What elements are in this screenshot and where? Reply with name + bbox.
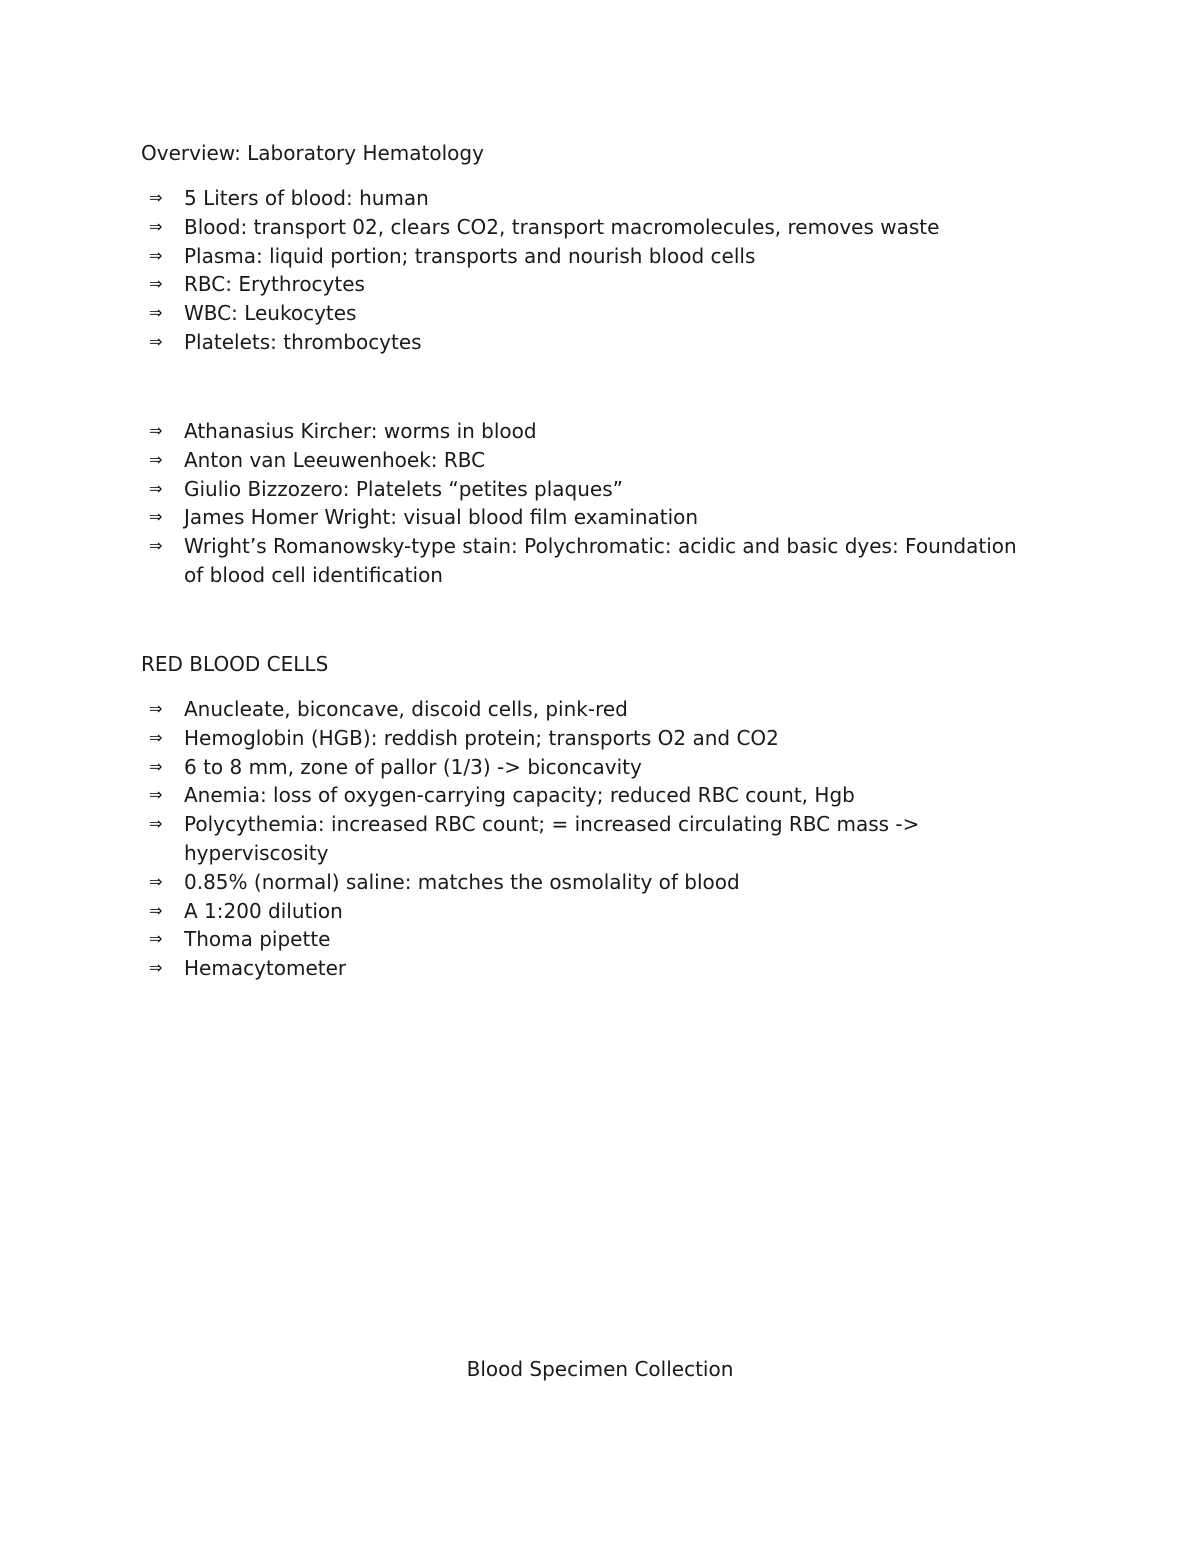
- double-arrow-icon: ⇒: [149, 188, 163, 207]
- double-arrow-icon: ⇒: [149, 449, 163, 469]
- list-item: [141, 532, 1041, 590]
- list-item: [141, 184, 1041, 213]
- double-arrow-icon: ⇒: [149, 478, 163, 498]
- list-item: [141, 868, 1041, 897]
- red-blood-cells-list: [141, 695, 1041, 983]
- list-item-text: WBC: Leukocytes: [184, 301, 357, 326]
- list-item-text: Giulio Bizzozero: Platelets “petites plaques”: [184, 476, 624, 501]
- list-item-text: Wright’s Romanowsky-type stain: Polychromatic: acidic and basic dyes: Foundation of blood cell identification: [184, 534, 1017, 587]
- list-item-text: Blood: transport 02, clears CO2, transport macromolecules, removes waste: [184, 214, 940, 239]
- list-item-text: Plasma: liquid portion; transports and nourish blood cells: [184, 243, 756, 268]
- list-item-text: Polycythemia: increased RBC count; = increased circulating RBC mass -> hyperviscosity: [184, 812, 920, 865]
- list-item-text: James Homer Wright: visual blood film examination: [184, 505, 699, 530]
- double-arrow-icon: ⇒: [149, 536, 163, 556]
- list-item: [141, 475, 1041, 504]
- list-item-text: 0.85% (normal) saline: matches the osmolality of blood: [184, 869, 740, 894]
- list-item-text: A 1:200 dilution: [184, 898, 343, 923]
- history-list: [141, 417, 1041, 590]
- overview-list: [141, 184, 1041, 357]
- double-arrow-icon: ⇒: [149, 274, 163, 294]
- double-arrow-icon: ⇒: [149, 727, 163, 747]
- double-arrow-icon: ⇒: [149, 245, 163, 265]
- double-arrow-icon: ⇒: [149, 929, 163, 949]
- list-item-text: Athanasius Kircher: worms in blood: [184, 419, 537, 443]
- list-item-text: Anucleate, biconcave, discoid cells, pink-red: [184, 697, 628, 721]
- double-arrow-icon: ⇒: [149, 958, 163, 978]
- list-item: [141, 925, 1041, 954]
- list-item: [141, 781, 1041, 810]
- double-arrow-icon: ⇒: [149, 900, 163, 920]
- list-item: [141, 753, 1041, 782]
- double-arrow-icon: ⇒: [149, 216, 163, 236]
- double-arrow-icon: ⇒: [149, 331, 163, 351]
- list-item: [141, 242, 1041, 271]
- list-item-text: 6 to 8 mm, zone of pallor (1/3) -> biconcavity: [184, 754, 642, 779]
- list-item: [141, 724, 1041, 753]
- double-arrow-icon: ⇒: [149, 785, 163, 805]
- double-arrow-icon: ⇒: [149, 756, 163, 776]
- list-item-text: Thoma pipette: [184, 927, 331, 952]
- double-arrow-icon: ⇒: [149, 507, 163, 527]
- list-item: [141, 299, 1041, 328]
- overview-heading: Overview: Laboratory Hematology: [141, 141, 484, 165]
- double-arrow-icon: ⇒: [149, 699, 163, 718]
- list-item: [141, 270, 1041, 299]
- list-item: [141, 213, 1041, 242]
- double-arrow-icon: ⇒: [149, 303, 163, 323]
- list-item: [141, 810, 1041, 868]
- list-item: [141, 417, 1041, 446]
- list-item: [141, 954, 1041, 983]
- list-item-text: Hemoglobin (HGB): reddish protein; transports O2 and CO2: [184, 725, 779, 750]
- red-blood-cells-heading: RED BLOOD CELLS: [141, 652, 329, 676]
- list-item-text: Anton van Leeuwenhoek: RBC: [184, 447, 486, 472]
- list-item-text: RBC: Erythrocytes: [184, 272, 365, 297]
- list-item: [141, 897, 1041, 926]
- section-title-blood-specimen-collection: Blood Specimen Collection: [466, 1357, 734, 1381]
- list-item-text: Anemia: loss of oxygen-carrying capacity; reduced RBC count, Hgb: [184, 783, 855, 808]
- list-item-text: Platelets: thrombocytes: [184, 329, 422, 354]
- double-arrow-icon: ⇒: [149, 871, 163, 891]
- list-item: [141, 503, 1041, 532]
- list-item-text: 5 Liters of blood: human: [184, 186, 429, 210]
- list-item: [141, 446, 1041, 475]
- list-item: [141, 695, 1041, 724]
- double-arrow-icon: ⇒: [149, 814, 163, 834]
- list-item: [141, 328, 1041, 357]
- list-item-text: Hemacytometer: [184, 956, 347, 981]
- double-arrow-icon: ⇒: [149, 421, 163, 440]
